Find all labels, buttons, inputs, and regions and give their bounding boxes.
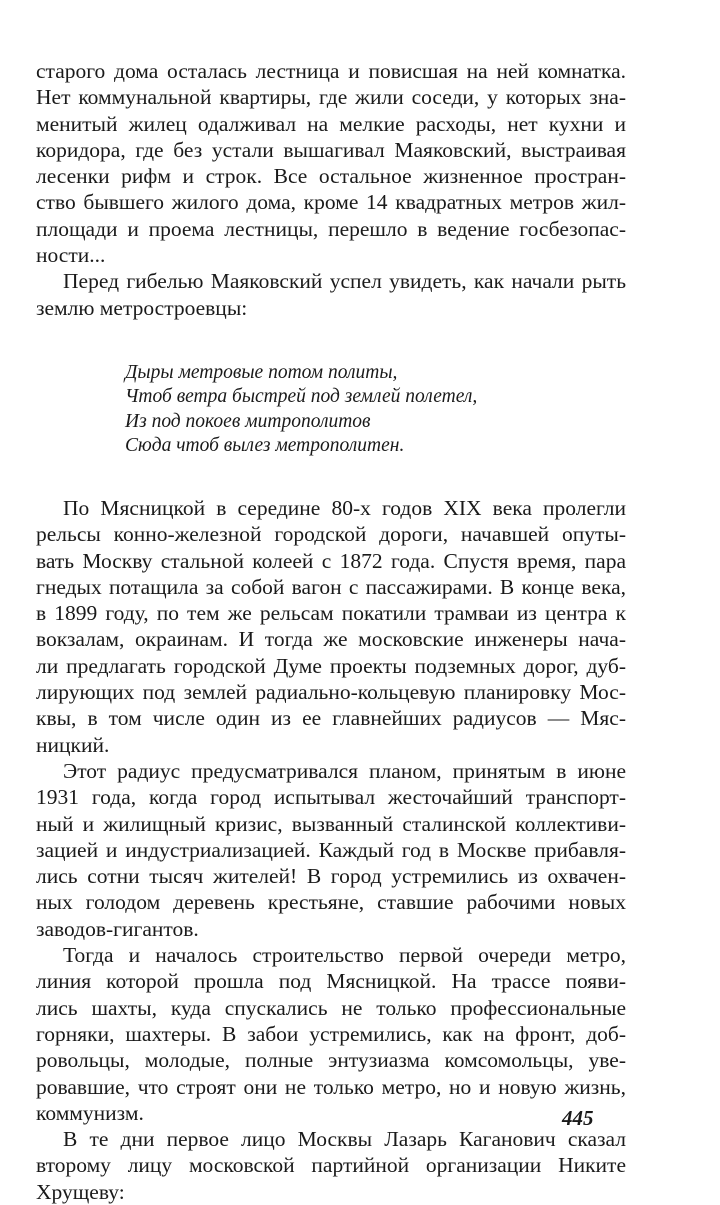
text-line: ровольцы, молодые, полные энтузиазма комсомольцы, уве- <box>36 1048 626 1073</box>
paragraph <box>36 58 626 268</box>
text-line: Тогда и началось строительство первой очереди метро, <box>63 943 626 968</box>
text-line: В те дни первое лицо Москвы Лазарь Каганович сказал <box>63 1127 626 1152</box>
poem-line: Дыры метровые потом политы, <box>125 361 398 383</box>
text-line: лирующих под землей радиально-кольцевую планировку Мос- <box>36 680 626 705</box>
text-line: вать Москву стальной колеей с 1872 года. Спустя время, пара <box>36 548 626 573</box>
paragraph <box>36 268 626 321</box>
poem-line: Чтоб ветра быстрей под землей полетел, <box>125 386 478 408</box>
text-line: площади и проема лестницы, перешло в ведение госбезопас- <box>36 216 626 241</box>
text-line: коридора, где без устали вышагивал Маяковский, выстраивая <box>36 137 626 162</box>
text-after-poem <box>36 495 626 1205</box>
text-line: зацией и индустриализацией. Каждый год в Москве прибавля- <box>36 837 626 862</box>
text-line: старого дома осталась лестница и повисшая на ней комнатка. <box>36 59 626 83</box>
paragraph <box>36 758 626 942</box>
text-line: ных голодом деревень крестьяне, ставшие рабочими новых <box>36 890 626 915</box>
text-line: 1931 года, когда город испытывал жесточайший транспорт- <box>36 785 626 810</box>
text-line: Этот радиус предусматривался планом, принятым в июне <box>63 758 626 783</box>
page-body <box>36 58 626 1205</box>
text-line: По Мясницкой в середине 80-х годов XIX века пролегли <box>63 495 626 520</box>
text-line: вокзалам, окраинам. И тогда же московские инженеры нача- <box>36 627 626 652</box>
text-line: лись шахты, куда спускались не только профессиональные <box>36 995 626 1020</box>
text-line: в 1899 году, по тем же рельсам покатили трамваи из центра к <box>36 601 626 626</box>
text-line: заводов-гигантов. <box>36 916 199 941</box>
text-line: Перед гибелью Маяковский успел увидеть, как начали рыть <box>63 269 626 294</box>
text-line: ли предлагать городской Думе проекты подземных дорог, дуб- <box>36 653 626 678</box>
text-line: гнедых потащила за собой вагон с пассажирами. В конце века, <box>36 574 626 599</box>
text-line: второму лицу московской партийной организации Никите <box>36 1153 626 1178</box>
text-line: квы, в том числе один из ее главнейших радиусов — Мяс- <box>36 706 626 731</box>
text-line: менитый жилец одалживал на мелкие расходы, нет кухни и <box>36 111 626 136</box>
text-line: ровавшие, что строят они не только метро, но и новую жизнь, <box>36 1074 626 1099</box>
text-line: горняки, шахтеры. В забои устремились, как на фронт, доб- <box>36 1021 626 1046</box>
paragraph <box>36 942 626 1126</box>
poem-quote <box>125 361 626 459</box>
text-line: ности... <box>36 243 106 268</box>
paragraph <box>36 1126 626 1205</box>
paragraph <box>36 495 626 758</box>
text-line: ницкий. <box>36 732 110 757</box>
text-before-poem <box>36 58 626 321</box>
text-line: землю метростроевцы: <box>36 295 248 320</box>
text-line: Хрущеву: <box>36 1179 125 1204</box>
text-line: Нет коммунальной квартиры, где жили соседи, у которых зна- <box>36 85 626 110</box>
poem-line: Из под покоев митрополитов <box>125 410 371 432</box>
text-line: рельсы конно-железной городской дороги, начавшей опуты- <box>36 522 626 547</box>
text-line: линия которой прошла под Мясницкой. На трассе появи- <box>36 969 626 994</box>
text-line: лись сотни тысяч жителей! В город устремились из охвачен- <box>36 864 626 889</box>
text-line: лесенки рифм и строк. Все остальное жизненное простран- <box>36 164 626 189</box>
text-line: ный и жилищный кризис, вызванный сталинской коллективи- <box>36 811 626 836</box>
text-line: коммунизм. <box>36 1100 144 1125</box>
text-line: ство бывшего жилого дома, кроме 14 квадратных метров жил- <box>36 190 626 215</box>
page-number: 445 <box>562 1106 594 1130</box>
poem-line: Сюда чтоб вылез метрополитен. <box>125 435 405 457</box>
